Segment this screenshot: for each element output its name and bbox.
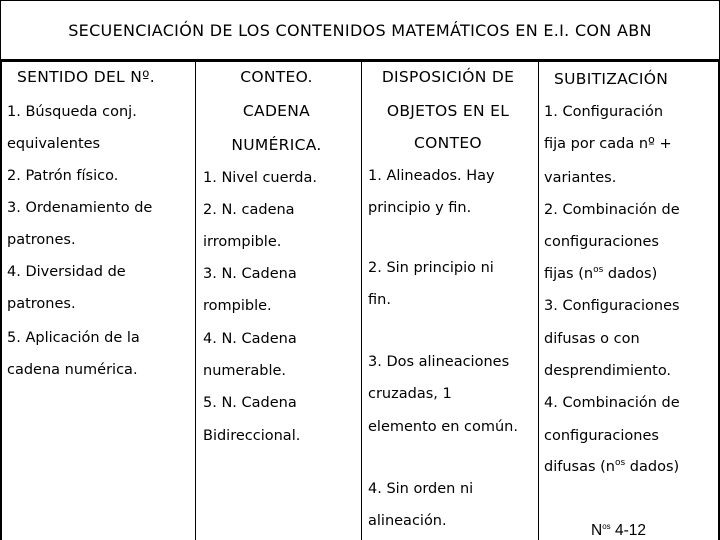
list-item: fin. (368, 292, 391, 308)
list-item: 3. Dos alineaciones (368, 354, 510, 370)
column-header-conteo: NUMÉRICA. (231, 136, 322, 154)
column-header-sentido: SENTIDO DEL Nº. (17, 68, 155, 86)
list-item: difusas ($n^{os}$ dados) (544, 458, 680, 475)
list-item: 4. Sin orden ni (368, 481, 474, 497)
list-item: 1. Nivel cuerda. (203, 170, 317, 186)
column-header-disposicion: DISPOSICIÓN DE (381, 68, 515, 86)
column-header-conteo: CADENA (242, 102, 311, 120)
list-item: cadena numérica. (7, 362, 138, 378)
list-item: 4. Diversidad de (7, 264, 126, 280)
list-item: 1. Alineados. Hay (368, 168, 495, 184)
list-item: 4. N. Cadena (203, 331, 297, 347)
column-header-disposicion: OBJETOS EN EL (386, 102, 510, 120)
list-item: Bidireccional. (203, 428, 301, 444)
list-item: 3. Configuraciones (544, 298, 680, 314)
list-item: 5. Aplicación de la (7, 330, 140, 346)
list-item: configuraciones (544, 234, 659, 250)
list-item: 3. Ordenamiento de (7, 200, 153, 216)
list-item: elemento en común. (368, 419, 518, 435)
column-divider (195, 62, 196, 540)
list-item: 2. N. cadena (203, 202, 295, 218)
list-item: equivalentes (7, 136, 101, 152)
list-item: principio y fin. (368, 200, 472, 216)
list-item: 1. Búsqueda conj. (7, 104, 137, 120)
list-item: 4. Combinación de (544, 395, 680, 411)
column-divider (538, 62, 539, 540)
list-item: configuraciones (544, 428, 659, 444)
list-item: 2. Combinación de (544, 202, 680, 218)
list-item: fijas ($n^{os}$ dados) (544, 265, 658, 282)
list-item: alineación. (368, 513, 447, 529)
list-item: numerable. (203, 363, 287, 379)
list-item: irrompible. (203, 234, 282, 250)
list-item: cruzadas, 1 (368, 386, 452, 402)
column-header-conteo: CONTEO. (240, 68, 313, 86)
list-item: 1. Configuración (544, 104, 664, 120)
list-item: 2. Patrón físico. (7, 168, 119, 184)
list-item: patrones. (7, 232, 76, 248)
list-item: fija por cada nº + (544, 136, 672, 152)
page-title: SECUENCIACIÓN DE LOS CONTENIDOS MATEMÁTICOS EN E.I. CON ABN (0, 0, 720, 60)
list-item: difusas o con (544, 331, 640, 347)
list-item: 2. Sin principio ni (368, 260, 494, 276)
list-item: patrones. (7, 296, 76, 312)
list-item: variantes. (544, 170, 617, 186)
list-item: desprendimiento. (544, 363, 672, 379)
column-header-subitizacion: SUBITIZACIÓN (554, 70, 669, 88)
column-header-disposicion: CONTEO (414, 134, 482, 152)
list-item: 3. N. Cadena (203, 266, 297, 282)
list-item: rompible. (203, 298, 272, 314)
list-item: 5. N. Cadena (203, 395, 297, 411)
page-range-label: $N^{os}$ 4-12 (591, 521, 646, 539)
